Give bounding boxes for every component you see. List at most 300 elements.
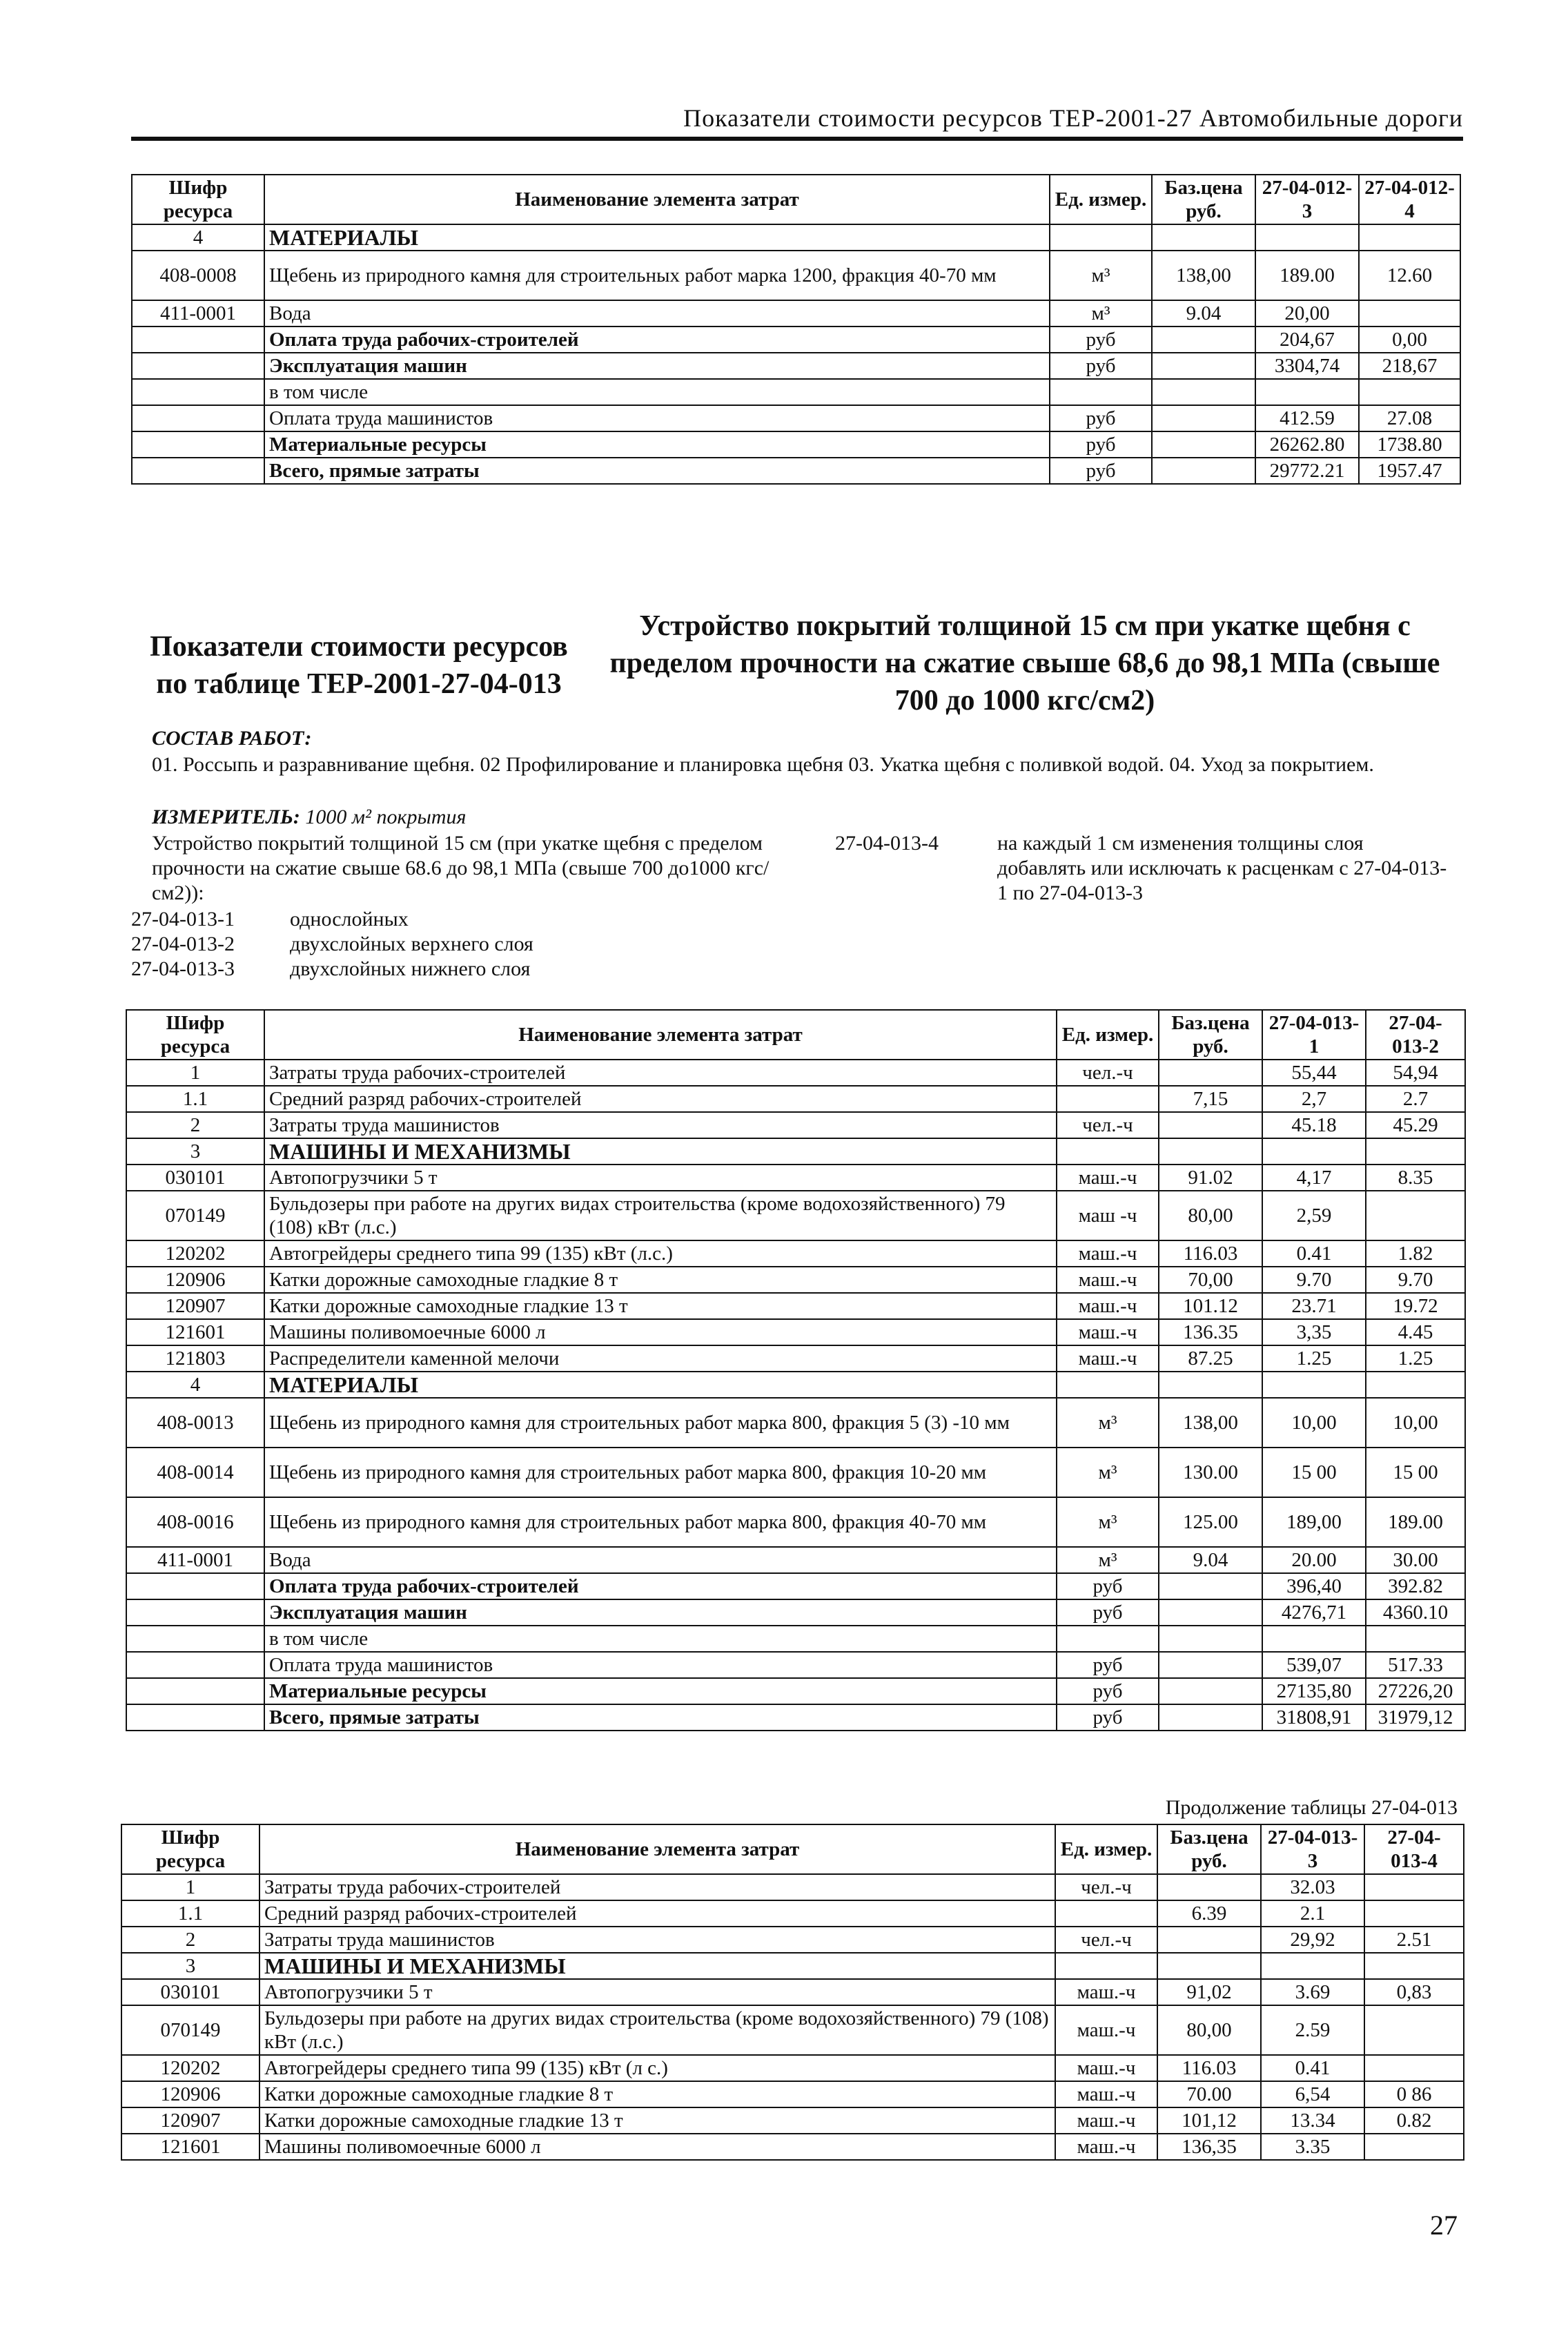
cell-value-a: 3.35 — [1261, 2134, 1364, 2160]
cell-unit: маш.-ч — [1057, 1267, 1159, 1293]
cell-code: 408-0014 — [126, 1448, 264, 1497]
cell-unit: маш -ч — [1057, 1191, 1159, 1240]
cell-name: в том числе — [264, 1626, 1057, 1652]
cell-value-a: 31808,91 — [1262, 1704, 1366, 1731]
cell-unit: м³ — [1057, 1398, 1159, 1448]
table-row — [126, 1547, 1465, 1573]
sub-item: 27-04-013-1 однослойных — [131, 908, 409, 931]
cell-unit — [1050, 224, 1152, 251]
cell-value-a: 13.34 — [1261, 2107, 1364, 2134]
cell-price — [1159, 1112, 1262, 1138]
cell-unit — [1055, 1900, 1157, 1927]
cell-unit: маш.-ч — [1057, 1240, 1159, 1267]
cell-code — [132, 379, 264, 405]
cell-value-a — [1255, 224, 1359, 251]
cell-value-a: 189,00 — [1262, 1497, 1366, 1547]
meter-label: ИЗМЕРИТЕЛЬ: — [152, 806, 300, 828]
col-price-header: Баз.цена руб. — [1159, 1010, 1262, 1060]
table-row — [126, 1191, 1465, 1240]
cell-value-a: 204,67 — [1255, 327, 1359, 353]
cell-name: Катки дорожные самоходные гладкие 13 т — [259, 2107, 1055, 2134]
col-a-header: 27-04-012-3 — [1255, 175, 1359, 224]
desc-text: Устройство покрытий толщиной 15 см (при укатке щебня с пределом прочности на сжатие свыше 68.6 до 98,1 МПа (свыше 700 до1000 кгс/см2)): — [152, 832, 770, 904]
col-b-header: 27-04-013-4 — [1364, 1824, 1464, 1874]
table-row — [121, 2005, 1464, 2055]
cell-price — [1152, 224, 1255, 251]
continuation-note: Продолжение таблицы 27-04-013 — [1165, 1796, 1458, 1819]
cell-price: 101,12 — [1157, 2107, 1261, 2134]
table-row — [121, 1953, 1464, 1979]
cell-code: 1.1 — [121, 1900, 259, 1927]
cell-name: Всего, прямые затраты — [264, 458, 1050, 484]
cell-unit: руб — [1057, 1573, 1159, 1599]
cell-unit: руб — [1050, 327, 1152, 353]
table-row — [132, 458, 1460, 484]
cell-value-b: 31979,12 — [1366, 1704, 1465, 1731]
cell-name: Вода — [264, 1547, 1057, 1573]
cell-code: 070149 — [126, 1191, 264, 1240]
table-row — [126, 1398, 1465, 1448]
meter-value: 1000 м² покрытия — [305, 806, 467, 828]
cell-price — [1152, 379, 1255, 405]
cell-unit: чел.-ч — [1055, 1874, 1157, 1900]
cell-unit: руб — [1057, 1678, 1159, 1704]
cell-value-b: 392.82 — [1366, 1573, 1465, 1599]
cell-value-b — [1359, 300, 1460, 327]
cell-code: 070149 — [121, 2005, 259, 2055]
cell-value-b: 10,00 — [1366, 1398, 1465, 1448]
cell-code: 120907 — [126, 1293, 264, 1319]
cell-value-a: 55,44 — [1262, 1060, 1366, 1086]
cell-code: 1.1 — [126, 1086, 264, 1112]
cell-price: 70,00 — [1159, 1267, 1262, 1293]
cell-name: Катки дорожные самоходные гладкие 13 т — [264, 1293, 1057, 1319]
cell-value-b: 189.00 — [1366, 1497, 1465, 1547]
cell-value-b: 45.29 — [1366, 1112, 1465, 1138]
table-row — [132, 431, 1460, 458]
cell-value-b: 9.70 — [1366, 1267, 1465, 1293]
cell-value-b — [1366, 1191, 1465, 1240]
cell-code: 121601 — [126, 1319, 264, 1345]
works-text: 01. Россыпь и разравнивание щебня. 02 Профилирование и планировка щебня 03. Укатка щебня с поливкой водой. 04. Уход за покрытием. — [152, 753, 1374, 776]
cell-price: 130.00 — [1159, 1448, 1262, 1497]
cell-price: 7,15 — [1159, 1086, 1262, 1112]
cell-code — [132, 458, 264, 484]
cell-value-a: 6,54 — [1261, 2081, 1364, 2107]
cell-name: Катки дорожные самоходные гладкие 8 т — [264, 1267, 1057, 1293]
cell-value-b: 1.82 — [1366, 1240, 1465, 1267]
cell-price — [1159, 1652, 1262, 1678]
cell-price: 70.00 — [1157, 2081, 1261, 2107]
cell-value-a: 2,59 — [1262, 1191, 1366, 1240]
table-row — [132, 300, 1460, 327]
cell-unit: маш.-ч — [1055, 2005, 1157, 2055]
cell-code: 4 — [132, 224, 264, 251]
cell-name: Эксплуатация машин — [264, 1599, 1057, 1626]
table-row — [126, 1497, 1465, 1547]
cell-value-b: 0,00 — [1359, 327, 1460, 353]
table-row — [126, 1652, 1465, 1678]
cell-name: в том числе — [264, 379, 1050, 405]
table-row — [126, 1138, 1465, 1165]
cell-price — [1159, 1678, 1262, 1704]
cell-code: 2 — [121, 1927, 259, 1953]
cell-price — [1159, 1138, 1262, 1165]
sub-items — [131, 907, 752, 982]
sub-item: 27-04-013-3 двухслойных нижнего слоя — [131, 957, 531, 980]
table-row — [126, 1319, 1465, 1345]
cell-value-b: 1738.80 — [1359, 431, 1460, 458]
cell-price: 138,00 — [1159, 1398, 1262, 1448]
cell-code: 120907 — [121, 2107, 259, 2134]
col-b-header: 27-04-012-4 — [1359, 175, 1460, 224]
cell-name: Оплата труда рабочих-строителей — [264, 1573, 1057, 1599]
col-unit-header: Ед. измер. — [1057, 1010, 1159, 1060]
cell-code — [132, 431, 264, 458]
cell-unit: руб — [1057, 1704, 1159, 1731]
col-code-header: Шифр ресурса — [126, 1010, 264, 1060]
cell-value-a: 3.69 — [1261, 1979, 1364, 2005]
cell-price — [1159, 1599, 1262, 1626]
cell-price — [1152, 327, 1255, 353]
cell-code: 120202 — [126, 1240, 264, 1267]
cell-value-a — [1262, 1626, 1366, 1652]
cell-code: 120202 — [121, 2055, 259, 2081]
cell-value-a: 539,07 — [1262, 1652, 1366, 1678]
cell-value-b — [1366, 1372, 1465, 1398]
cell-value-b — [1364, 2005, 1464, 2055]
col-unit-header: Ед. измер. — [1050, 175, 1152, 224]
cell-name: Средний разряд рабочих-строителей — [264, 1086, 1057, 1112]
cell-value-a — [1262, 1138, 1366, 1165]
cell-value-b: 4.45 — [1366, 1319, 1465, 1345]
cell-value-b: 0,83 — [1364, 1979, 1464, 2005]
cell-name: Щебень из природного камня для строительных работ марка 800, фракция 10-20 мм — [264, 1448, 1057, 1497]
cell-unit — [1050, 379, 1152, 405]
cell-name: Автогрейдеры среднего типа 99 (135) кВт (л.с.) — [264, 1240, 1057, 1267]
table-row — [121, 2081, 1464, 2107]
cell-value-a: 2.1 — [1261, 1900, 1364, 1927]
cell-unit: маш.-ч — [1057, 1319, 1159, 1345]
table-row — [126, 1678, 1465, 1704]
cell-value-a: 15 00 — [1262, 1448, 1366, 1497]
cell-price: 80,00 — [1159, 1191, 1262, 1240]
cell-value-a: 2.59 — [1261, 2005, 1364, 2055]
cell-value-b — [1366, 1138, 1465, 1165]
table-row — [126, 1372, 1465, 1398]
table-row — [126, 1240, 1465, 1267]
cell-value-b: 517.33 — [1366, 1652, 1465, 1678]
cell-code: 2 — [126, 1112, 264, 1138]
cell-value-b: 12.60 — [1359, 251, 1460, 300]
cell-unit: м³ — [1057, 1547, 1159, 1573]
table-row — [132, 379, 1460, 405]
cell-name: Материальные ресурсы — [264, 431, 1050, 458]
cell-code: 408-0008 — [132, 251, 264, 300]
cell-code: 408-0013 — [126, 1398, 264, 1448]
cell-value-b: 1.25 — [1366, 1345, 1465, 1372]
col-name-header: Наименование элемента затрат — [264, 175, 1050, 224]
cell-code: 4 — [126, 1372, 264, 1398]
col-unit-header: Ед. измер. — [1055, 1824, 1157, 1874]
page-number: 27 — [1430, 2210, 1458, 2241]
cell-price — [1152, 405, 1255, 431]
cell-unit: чел.-ч — [1057, 1060, 1159, 1086]
cell-price: 6.39 — [1157, 1900, 1261, 1927]
cell-code: 3 — [126, 1138, 264, 1165]
cell-unit: маш.-ч — [1055, 2055, 1157, 2081]
cell-value-b — [1364, 1874, 1464, 1900]
cell-unit: чел.-ч — [1055, 1927, 1157, 1953]
meter-block — [152, 805, 773, 830]
cell-code — [126, 1626, 264, 1652]
resource-table-013-a — [126, 1009, 1466, 1731]
cell-price — [1152, 431, 1255, 458]
table-row — [126, 1086, 1465, 1112]
cell-price: 116.03 — [1157, 2055, 1261, 2081]
table-row — [126, 1599, 1465, 1626]
cell-price — [1159, 1573, 1262, 1599]
cell-unit — [1057, 1138, 1159, 1165]
note-text: на каждый 1 см изменения толщины слоя добавлять или исключать к расценкам с 27-04-013-1 по 27-04-013-3 — [997, 832, 1447, 904]
cell-name: Затраты труда машинистов — [259, 1927, 1055, 1953]
col-price-header: Баз.цена руб. — [1157, 1824, 1261, 1874]
cell-price: 116.03 — [1159, 1240, 1262, 1267]
cell-name: Вода — [264, 300, 1050, 327]
cell-price — [1159, 1704, 1262, 1731]
cell-value-a: 0.41 — [1261, 2055, 1364, 2081]
cell-value-b: 1957.47 — [1359, 458, 1460, 484]
cell-price — [1152, 353, 1255, 379]
cell-unit: маш.-ч — [1057, 1345, 1159, 1372]
cell-name: Катки дорожные самоходные гладкие 8 т — [259, 2081, 1055, 2107]
cell-value-b: 2.51 — [1364, 1927, 1464, 1953]
cell-value-b — [1364, 1900, 1464, 1927]
cell-value-b: 0.82 — [1364, 2107, 1464, 2134]
cell-value-a: 27135,80 — [1262, 1678, 1366, 1704]
resource-table-013-b — [121, 1824, 1464, 2161]
cell-value-b: 30.00 — [1366, 1547, 1465, 1573]
cell-unit: руб — [1057, 1599, 1159, 1626]
table-row — [126, 1573, 1465, 1599]
cell-price — [1159, 1626, 1262, 1652]
sub-item: 27-04-013-2 двухслойных верхнего слоя — [131, 933, 533, 955]
cell-code: 121601 — [121, 2134, 259, 2160]
cell-code: 120906 — [126, 1267, 264, 1293]
cell-price: 80,00 — [1157, 2005, 1261, 2055]
cell-unit: маш.-ч — [1055, 2081, 1157, 2107]
cell-value-a: 20.00 — [1262, 1547, 1366, 1573]
cell-name: МАТЕРИАЛЫ — [264, 224, 1050, 251]
table-row — [132, 405, 1460, 431]
works-label: СОСТАВ РАБОТ: — [152, 727, 312, 750]
cell-name: Оплата труда машинистов — [264, 1652, 1057, 1678]
cell-value-a: 412.59 — [1255, 405, 1359, 431]
cell-price: 125.00 — [1159, 1497, 1262, 1547]
cell-value-b: 4360.10 — [1366, 1599, 1465, 1626]
col-b-header: 27-04-013-2 — [1366, 1010, 1465, 1060]
table-row — [121, 2134, 1464, 2160]
cell-name: Щебень из природного камня для строительных работ марка 800, фракция 40-70 мм — [264, 1497, 1057, 1547]
note-code: 27-04-013-4 — [835, 832, 939, 855]
cell-price: 87.25 — [1159, 1345, 1262, 1372]
cell-name: Бульдозеры при работе на других видах строительства (кроме водохозяйственного) 79 (108) кВт (л.с.) — [259, 2005, 1055, 2055]
cell-code — [126, 1704, 264, 1731]
cell-code: 411-0001 — [132, 300, 264, 327]
cell-code — [126, 1678, 264, 1704]
cell-unit: руб — [1050, 353, 1152, 379]
cell-value-b — [1359, 224, 1460, 251]
cell-unit: м³ — [1050, 300, 1152, 327]
cell-name: Автопогрузчики 5 т — [259, 1979, 1055, 2005]
cell-value-b: 54,94 — [1366, 1060, 1465, 1086]
cell-price: 91,02 — [1157, 1979, 1261, 2005]
cell-value-b: 19.72 — [1366, 1293, 1465, 1319]
table-row — [132, 327, 1460, 353]
cell-value-a: 32.03 — [1261, 1874, 1364, 1900]
cell-price: 138,00 — [1152, 251, 1255, 300]
table-row — [121, 2055, 1464, 2081]
cell-code: 030101 — [126, 1165, 264, 1191]
cell-unit — [1057, 1626, 1159, 1652]
table-row — [126, 1293, 1465, 1319]
cell-code — [126, 1652, 264, 1678]
cell-unit: руб — [1057, 1652, 1159, 1678]
cell-name: Автогрейдеры среднего типа 99 (135) кВт (л с.) — [259, 2055, 1055, 2081]
col-a-header: 27-04-013-3 — [1261, 1824, 1364, 1874]
cell-value-b: 15 00 — [1366, 1448, 1465, 1497]
cell-value-b: 8.35 — [1366, 1165, 1465, 1191]
cell-value-a: 1.25 — [1262, 1345, 1366, 1372]
cell-price — [1157, 1953, 1261, 1979]
cell-unit: м³ — [1057, 1497, 1159, 1547]
table-row — [126, 1267, 1465, 1293]
table-row — [132, 353, 1460, 379]
table-row — [126, 1345, 1465, 1372]
cell-name: Эксплуатация машин — [264, 353, 1050, 379]
cell-value-b: 0 86 — [1364, 2081, 1464, 2107]
cell-value-b: 27226,20 — [1366, 1678, 1465, 1704]
cell-unit: руб — [1050, 405, 1152, 431]
cell-price — [1157, 1927, 1261, 1953]
cell-name: МАШИНЫ И МЕХАНИЗМЫ — [259, 1953, 1055, 1979]
header-rule — [131, 137, 1463, 141]
table-row — [126, 1112, 1465, 1138]
cell-unit: м³ — [1050, 251, 1152, 300]
cell-code — [132, 405, 264, 431]
cell-value-a — [1261, 1953, 1364, 1979]
cell-value-b: 2.7 — [1366, 1086, 1465, 1112]
cell-name: МАШИНЫ И МЕХАНИЗМЫ — [264, 1138, 1057, 1165]
cell-unit: руб — [1050, 431, 1152, 458]
cell-price: 101.12 — [1159, 1293, 1262, 1319]
cell-name: Автопогрузчики 5 т — [264, 1165, 1057, 1191]
cell-value-b — [1366, 1626, 1465, 1652]
cell-unit: маш.-ч — [1055, 2107, 1157, 2134]
col-name-header: Наименование элемента затрат — [259, 1824, 1055, 1874]
cell-value-b — [1359, 379, 1460, 405]
col-code-header: Шифр ресурса — [132, 175, 264, 224]
table-row — [121, 1979, 1464, 2005]
cell-value-a: 45.18 — [1262, 1112, 1366, 1138]
cell-name: Всего, прямые затраты — [264, 1704, 1057, 1731]
cell-unit: чел.-ч — [1057, 1112, 1159, 1138]
cell-name: Оплата труда машинистов — [264, 405, 1050, 431]
page-header: Показатели стоимости ресурсов ТЕР-2001-27 Автомобильные дороги — [683, 104, 1463, 132]
cell-code: 030101 — [121, 1979, 259, 2005]
col-code-header: Шифр ресурса — [121, 1824, 259, 1874]
cell-unit — [1057, 1086, 1159, 1112]
cell-price — [1157, 1874, 1261, 1900]
cell-value-a — [1255, 379, 1359, 405]
table-row — [132, 251, 1460, 300]
table-row — [126, 1165, 1465, 1191]
cell-price — [1152, 458, 1255, 484]
cell-name: Бульдозеры при работе на других видах строительства (кроме водохозяйственного) 79 (108) кВт (л.с.) — [264, 1191, 1057, 1240]
cell-value-a: 9.70 — [1262, 1267, 1366, 1293]
cell-price: 91.02 — [1159, 1165, 1262, 1191]
cell-price: 9.04 — [1159, 1547, 1262, 1573]
cell-value-a: 23.71 — [1262, 1293, 1366, 1319]
cell-price — [1159, 1372, 1262, 1398]
cell-value-a: 2,7 — [1262, 1086, 1366, 1112]
cell-unit: маш.-ч — [1057, 1293, 1159, 1319]
cell-name: Машины поливомоечные 6000 л — [259, 2134, 1055, 2160]
section-right-title: Устройство покрытий толщиной 15 см при укатке щебня с пределом прочности на сжатие свыше 68,6 до 98,1 МПа (свыше 700 до 1000 кгс/см2) — [609, 610, 1440, 717]
table-row — [121, 1900, 1464, 1927]
cell-name: Щебень из природного камня для строительных работ марка 1200, фракция 40-70 мм — [264, 251, 1050, 300]
col-a-header: 27-04-013-1 — [1262, 1010, 1366, 1060]
cell-unit: руб — [1050, 458, 1152, 484]
table-row — [121, 2107, 1464, 2134]
cell-name: Материальные ресурсы — [264, 1678, 1057, 1704]
col-name-header: Наименование элемента затрат — [264, 1010, 1057, 1060]
cell-name: Средний разряд рабочих-строителей — [259, 1900, 1055, 1927]
cell-value-b — [1364, 2134, 1464, 2160]
cell-code: 120906 — [121, 2081, 259, 2107]
cell-value-a: 3304,74 — [1255, 353, 1359, 379]
cell-value-a: 3,35 — [1262, 1319, 1366, 1345]
cell-code — [126, 1599, 264, 1626]
cell-unit — [1057, 1372, 1159, 1398]
table-row — [126, 1060, 1465, 1086]
cell-value-a: 10,00 — [1262, 1398, 1366, 1448]
cell-name: Затраты труда рабочих-строителей — [259, 1874, 1055, 1900]
cell-value-a: 20,00 — [1255, 300, 1359, 327]
cell-price — [1159, 1060, 1262, 1086]
cell-value-a: 29772.21 — [1255, 458, 1359, 484]
cell-name: МАТЕРИАЛЫ — [264, 1372, 1057, 1398]
cell-price: 136,35 — [1157, 2134, 1261, 2160]
cell-name: Затраты труда машинистов — [264, 1112, 1057, 1138]
cell-code — [126, 1573, 264, 1599]
table-row — [121, 1927, 1464, 1953]
cell-value-b — [1364, 1953, 1464, 1979]
cell-code: 408-0016 — [126, 1497, 264, 1547]
cell-price: 9.04 — [1152, 300, 1255, 327]
table-row — [121, 1874, 1464, 1900]
cell-value-a — [1262, 1372, 1366, 1398]
cell-name: Машины поливомоечные 6000 л — [264, 1319, 1057, 1345]
cell-code: 411-0001 — [126, 1547, 264, 1573]
cell-name: Щебень из природного камня для строительных работ марка 800, фракция 5 (3) -10 мм — [264, 1398, 1057, 1448]
cell-unit — [1055, 1953, 1157, 1979]
cell-code: 1 — [126, 1060, 264, 1086]
cell-price: 136.35 — [1159, 1319, 1262, 1345]
cell-value-a: 0.41 — [1262, 1240, 1366, 1267]
cell-value-b: 27.08 — [1359, 405, 1460, 431]
resource-table-012 — [131, 174, 1461, 485]
